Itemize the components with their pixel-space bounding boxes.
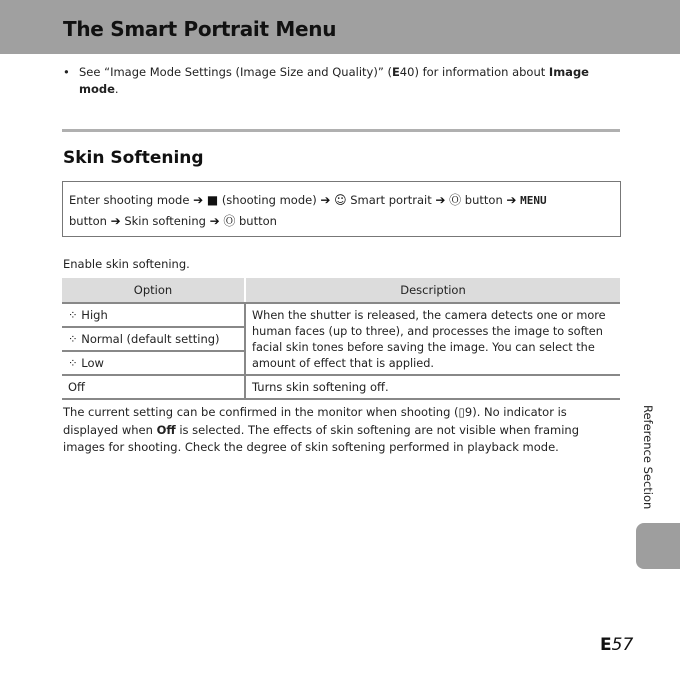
note-paragraph: The current setting can be confirmed in the monitor when shooting (▯9). No indicator is displayed when Off is selected. The effects of skin softening are not visible when framing images for shooting. Check the degree of skin softening performed in playback mode. bbox=[63, 405, 580, 454]
skin-softening-low-icon: ⁘ bbox=[68, 356, 78, 370]
skin-softening-high-icon: ⁘ bbox=[68, 308, 78, 322]
bullet-text: See “Image Mode Settings (Image Size and Quality)” (E40) for information about Image mode. bbox=[79, 65, 589, 96]
bullet-note bbox=[63, 64, 623, 98]
arrow-icon: ➔ bbox=[506, 193, 517, 207]
section-divider bbox=[62, 129, 620, 132]
option-cell: Off bbox=[62, 375, 245, 399]
reference-icon: E bbox=[391, 65, 400, 79]
ok-button-icon: Ⓞ bbox=[223, 214, 236, 228]
page-header bbox=[0, 0, 680, 54]
description-cell: When the shutter is released, the camera detects one or more human faces (up to three), and processes the image to soften facial skin tones before saving the image. You can select the amount of effect that is applied. bbox=[245, 303, 620, 375]
intro-text: Enable skin softening. bbox=[63, 257, 190, 271]
arrow-icon: ➔ bbox=[110, 214, 121, 228]
ok-button-icon: Ⓞ bbox=[449, 193, 462, 207]
option-cell: ⁘ Normal (default setting) bbox=[62, 327, 245, 351]
column-header-description: Description bbox=[245, 278, 620, 303]
option-cell: ⁘ High bbox=[62, 303, 245, 327]
menu-button-label: MENU bbox=[520, 194, 547, 207]
skin-softening-normal-icon: ⁘ bbox=[68, 332, 78, 346]
table-row bbox=[62, 375, 620, 399]
camera-icon: ■ bbox=[206, 193, 219, 207]
reference-icon: E bbox=[600, 635, 612, 655]
page-number: E57 bbox=[600, 635, 634, 655]
section-tab bbox=[636, 523, 680, 569]
column-header-option: Option bbox=[62, 278, 245, 303]
page-title: The Smart Portrait Menu bbox=[63, 17, 337, 41]
arrow-icon: ➔ bbox=[320, 193, 331, 207]
bullet-marker: • bbox=[63, 65, 70, 79]
arrow-icon: ➔ bbox=[193, 193, 204, 207]
table-row bbox=[62, 303, 620, 327]
side-section-label: Reference Section bbox=[641, 405, 655, 510]
menu-path-box: Enter shooting mode ➔ ■ (shooting mode) ➔ ☺ Smart portrait ➔ Ⓞ button ➔ MENU button ➔ Skin softening ➔ Ⓞ button bbox=[62, 181, 621, 237]
description-cell: Turns skin softening off. bbox=[245, 375, 620, 399]
section-title: Skin Softening bbox=[63, 148, 204, 168]
arrow-icon: ➔ bbox=[209, 214, 220, 228]
options-table bbox=[62, 278, 620, 400]
option-cell: ⁘ Low bbox=[62, 351, 245, 375]
arrow-icon: ➔ bbox=[435, 193, 446, 207]
book-icon: ▯ bbox=[458, 405, 465, 419]
smart-portrait-icon: ☺ bbox=[334, 193, 347, 207]
